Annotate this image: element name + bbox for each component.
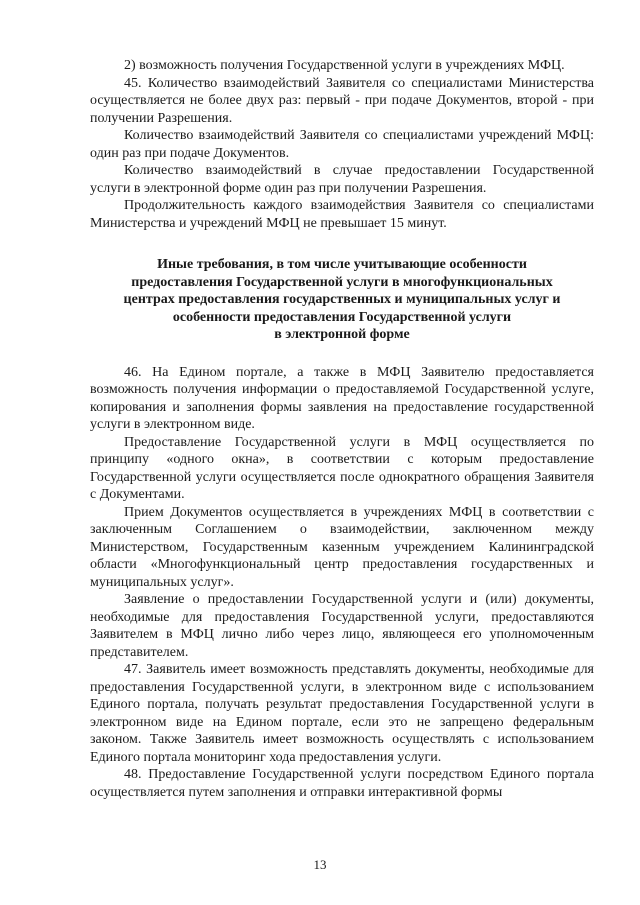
paragraph-47-electronic: 47. Заявитель имеет возможность представлять документы, необходимые для предоставления Государственной услуги, в электронном виде с использованием Единого портала, получать результат предоставления Государственной услуги в электронном виде на Едином портале, если это не запрещено федеральным законом. Также Заявитель имеет возможность осуществлять с использованием Единого портала мониторинг хода предоставления услуги.	[90, 662, 594, 765]
heading-line: предоставления Государственной услуги в многофункциональных	[131, 274, 553, 290]
paragraph-mfc-interactions: Количество взаимодействий Заявителя со специалистами учреждений МФЦ: один раз при подаче Документов.	[90, 128, 594, 161]
paragraph-interaction-duration: Продолжительность каждого взаимодействия Заявителя со специалистами Министерства и учреждений МФЦ не превышает 15 минут.	[90, 198, 594, 231]
heading-line: особенности предоставления Государственной услуги	[172, 309, 512, 325]
paragraph-45-interactions: 45. Количество взаимодействий Заявителя со специалистами Министерства осуществляется не более двух раз: первый - при подаче Документов, второй - при получении Разрешения.	[90, 75, 594, 126]
paragraph-application-submission: Заявление о предоставлении Государственной услуги и (или) документы, необходимые для предоставления Государственной услуги, предоставляются Заявителем в МФЦ лично либо через лицо, являющееся его уполномоченным представителем.	[90, 592, 594, 660]
heading-line: в электронной форме	[274, 327, 410, 342]
paragraph-document-intake: Прием Документов осуществляется в учреждениях МФЦ в соответствии с заключенным Соглашением о взаимодействии, заключенном между Министерством, Государственным казенным учреждением Калининградской области «Многофункциональный центр предоставления государственных и муниципальных услуг».	[90, 504, 594, 590]
paragraph-mfc-option: 2) возможность получения Государственной услуги в учреждениях МФЦ.	[124, 58, 565, 73]
document-body	[90, 57, 594, 801]
heading-line: центрах предоставления государственных и муниципальных услуг и	[123, 292, 561, 307]
section-heading	[90, 256, 594, 344]
paragraph-electronic-interactions: Количество взаимодействий в случае предоставлении Государственной услуги в электронной форме один раз при получении Разрешения.	[90, 163, 594, 196]
heading-line: Иные требования, в том числе учитывающие особенности	[157, 257, 527, 272]
paragraph-48-portal-form: 48. Предоставление Государственной услуги посредством Единого портала осуществляется путем заполнения и отправки интерактивной формы	[90, 767, 594, 800]
paragraph-46-portal: 46. На Едином портале, а также в МФЦ Заявителю предоставляется возможность получения информации о предоставляемой Государственной услуге, копирования и заполнения формы заявления на предоставление государственной услуги в электронном виде.	[90, 364, 594, 432]
paragraph-one-window: Предоставление Государственной услуги в МФЦ осуществляется по принципу «одного окна», в соответствии с которым предоставление Государственной услуги осуществляется после однократного обращения Заявителя с Документами.	[90, 434, 594, 502]
page-number: 13	[313, 857, 327, 872]
